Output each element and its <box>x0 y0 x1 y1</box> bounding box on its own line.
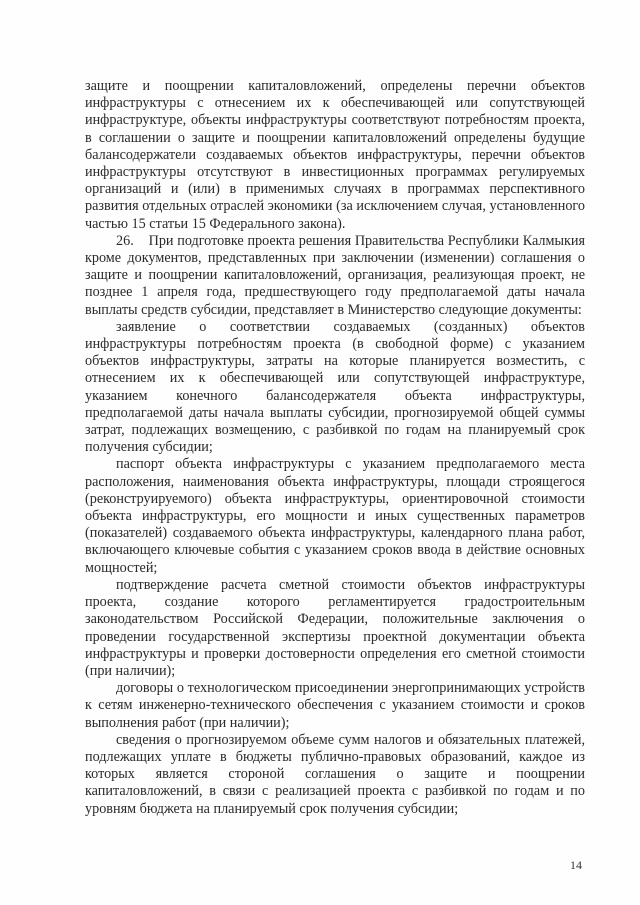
paragraph-cost-confirmation: подтверждение расчета сметной стоимости объектов инфраструктуры проекта, создание которого регламентируется градостроительным законодательством Российской Федерации, положительные заключения о проведении государственной экспертизы проектной документации объекта инфраструктуры и проверки достоверности определения его сметной стоимости (при наличии); <box>85 576 585 679</box>
paragraph-item-26: 26. При подготовке проекта решения Правительства Республики Калмыкия кроме документов, представленных при заключении (изменении) соглашения о защите и поощрении капиталовложений, организация, реализующая проект, не позднее 1 апреля года, предшествующего году предполагаемой даты начала выплаты средств субсидии, представляет в Министерство следующие документы: <box>85 232 585 318</box>
paragraph-tax-info: сведения о прогнозируемом объеме сумм налогов и обязательных платежей, подлежащих уплате в бюджеты публично-правовых образований, каждое из которых является стороной соглашения о защите и поощрении капиталовложений, в связи с реализацией проекта с разбивкой по годам и по уровням бюджета на планируемый срок получения субсидии; <box>85 731 585 817</box>
document-body <box>85 78 585 818</box>
paragraph-contracts: договоры о технологическом присоединении энергопринимающих устройств к сетям инженерно-технического обеспечения с указанием стоимости и сроков выполнения работ (при наличии); <box>85 680 585 731</box>
page-number: 14 <box>570 858 582 872</box>
paragraph-passport: паспорт объекта инфраструктуры с указанием предполагаемого места расположения, наименования объекта инфраструктуры, площади строящегося (реконструируемого) объекта инфраструктуры, ориентировочной стоимости объекта инфраструктуры, его мощности и иных существенных параметров (показателей) создаваемого объекта инфраструктуры, календарного плана работ, включающего ключевые события с указанием сроков ввода в действие основных мощностей; <box>85 456 585 576</box>
paragraph-application: заявление о соответствии создаваемых (созданных) объектов инфраструктуры потребностям проекта (в свободной форме) с указанием объектов инфраструктуры, затраты на которые планируется возместить, с отнесением их к обеспечивающей или сопутствующей инфраструктуре, указанием конечного балансодержателя объекта инфраструктуры, предполагаемой даты начала выплаты субсидии, прогнозируемой общей суммы затрат, подлежащих возмещению, с разбивкой по годам на планируемый срок получения субсидии; <box>85 318 585 456</box>
paragraph-continuation: защите и поощрении капиталовложений, определены перечни объектов инфраструктуры с отнесением их к обеспечивающей или сопутствующей инфраструктуре, объекты инфраструктуры соответствуют потребностям проекта, в соглашении о защите и поощрении капиталовложений определены будущие балансодержатели создаваемых объектов инфраструктуры, перечни объектов инфраструктуры отсутствуют в инвестиционных программах регулируемых организаций и (или) в применимых случаях в программах перспективного развития отдельных отраслей экономики (за исключением случая, установленного частью 15 статьи 15 Федерального закона). <box>85 78 585 232</box>
